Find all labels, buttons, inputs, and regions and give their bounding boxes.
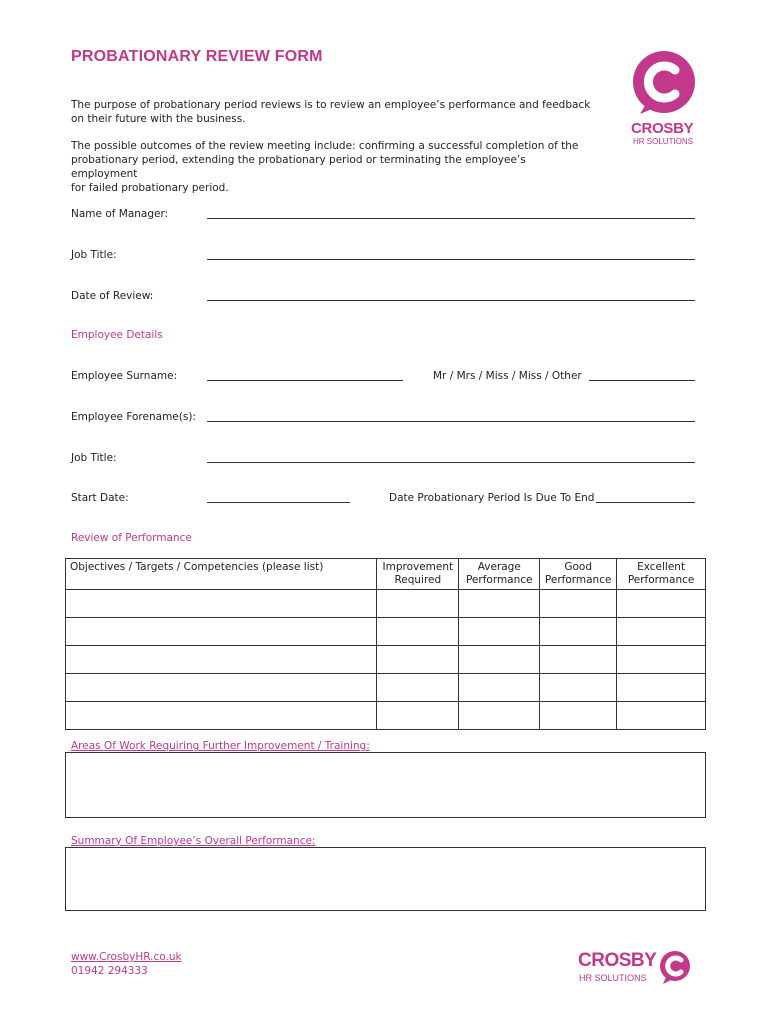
objective-cell[interactable] (66, 702, 377, 730)
probation-due-label: Date Probationary Period Is Due To End (389, 492, 595, 504)
crosby-c-icon (628, 48, 700, 120)
average-cell[interactable] (459, 702, 540, 730)
good-cell[interactable] (540, 618, 617, 646)
logo-brand: CROSBY (631, 120, 694, 137)
excellent-cell[interactable] (617, 674, 706, 702)
col-excellent-header: Excellent Performance (617, 559, 706, 590)
improvement-cell[interactable] (377, 646, 459, 674)
col-objectives-header: Objectives / Targets / Competencies (please list) (66, 559, 377, 590)
average-cell[interactable] (459, 590, 540, 618)
employee-job-title-input-line[interactable] (207, 462, 695, 463)
good-cell[interactable] (540, 590, 617, 618)
phone-number: 01942 294333 (71, 965, 148, 977)
table-row (66, 674, 706, 702)
excellent-cell[interactable] (617, 618, 706, 646)
objective-cell[interactable] (66, 646, 377, 674)
excellent-cell[interactable] (617, 702, 706, 730)
good-cell[interactable] (540, 646, 617, 674)
objective-cell[interactable] (66, 674, 377, 702)
average-cell[interactable] (459, 646, 540, 674)
table-row (66, 646, 706, 674)
table-header-row (66, 559, 706, 590)
date-of-review-input-line[interactable] (207, 300, 695, 301)
intro-paragraph-2: The possible outcomes of the review meeting include: confirming a successful completion of the probationary period, extending the probationary period or terminating the employee’s employment for failed probationary period. (71, 140, 579, 194)
job-title-input-line[interactable] (207, 259, 695, 260)
average-cell[interactable] (459, 618, 540, 646)
crosby-logo (628, 48, 700, 148)
form-title: PROBATIONARY REVIEW FORM (71, 48, 323, 65)
footer-logo-brand: CROSBY (578, 950, 657, 971)
footer-logo (578, 948, 693, 990)
table-row (66, 590, 706, 618)
footer-logo-sub: HR SOLUTIONS (579, 973, 647, 983)
col-good-header: Good Performance (540, 559, 617, 590)
summary-heading: Summary Of Employee’s Overall Performance: (71, 835, 316, 847)
employee-job-title-label: Job Title: (71, 452, 117, 464)
good-cell[interactable] (540, 674, 617, 702)
improvement-cell[interactable] (377, 702, 459, 730)
areas-textbox[interactable] (65, 752, 706, 818)
improvement-cell[interactable] (377, 674, 459, 702)
objective-cell[interactable] (66, 590, 377, 618)
job-title-label: Job Title: (71, 249, 117, 261)
col-average-header: Average Performance (459, 559, 540, 590)
manager-input-line[interactable] (207, 218, 695, 219)
review-heading: Review of Performance (71, 532, 192, 544)
good-cell[interactable] (540, 702, 617, 730)
logo-sub: HR SOLUTIONS (633, 137, 694, 146)
date-of-review-label: Date of Review: (71, 290, 154, 302)
footer-crosby-c-icon (658, 950, 692, 986)
improvement-cell[interactable] (377, 590, 459, 618)
start-date-input-line[interactable] (207, 502, 350, 503)
improvement-cell[interactable] (377, 618, 459, 646)
excellent-cell[interactable] (617, 590, 706, 618)
table-row (66, 618, 706, 646)
col-improvement-header: Improvement Required (377, 559, 459, 590)
areas-heading: Areas Of Work Requiring Further Improvement / Training: (71, 740, 370, 752)
start-date-label: Start Date: (71, 492, 129, 504)
employee-forenames-label: Employee Forename(s): (71, 411, 196, 423)
probation-due-input-line[interactable] (596, 502, 695, 503)
title-other-input-line[interactable] (589, 380, 695, 381)
employee-surname-label: Employee Surname: (71, 370, 178, 382)
title-options-label: Mr / Mrs / Miss / Miss / Other (433, 370, 582, 382)
manager-label: Name of Manager: (71, 208, 169, 220)
table-row (66, 702, 706, 730)
average-cell[interactable] (459, 674, 540, 702)
intro-paragraph-1: The purpose of probationary period reviews is to review an employee’s performance and feedback on their future with the business. (71, 99, 591, 125)
objective-cell[interactable] (66, 618, 377, 646)
excellent-cell[interactable] (617, 646, 706, 674)
employee-forenames-input-line[interactable] (207, 421, 695, 422)
employee-surname-input-line[interactable] (207, 380, 403, 381)
summary-textbox[interactable] (65, 847, 706, 911)
performance-table (65, 558, 706, 730)
website-link[interactable]: www.CrosbyHR.co.uk (71, 951, 182, 963)
employee-details-heading: Employee Details (71, 329, 163, 341)
